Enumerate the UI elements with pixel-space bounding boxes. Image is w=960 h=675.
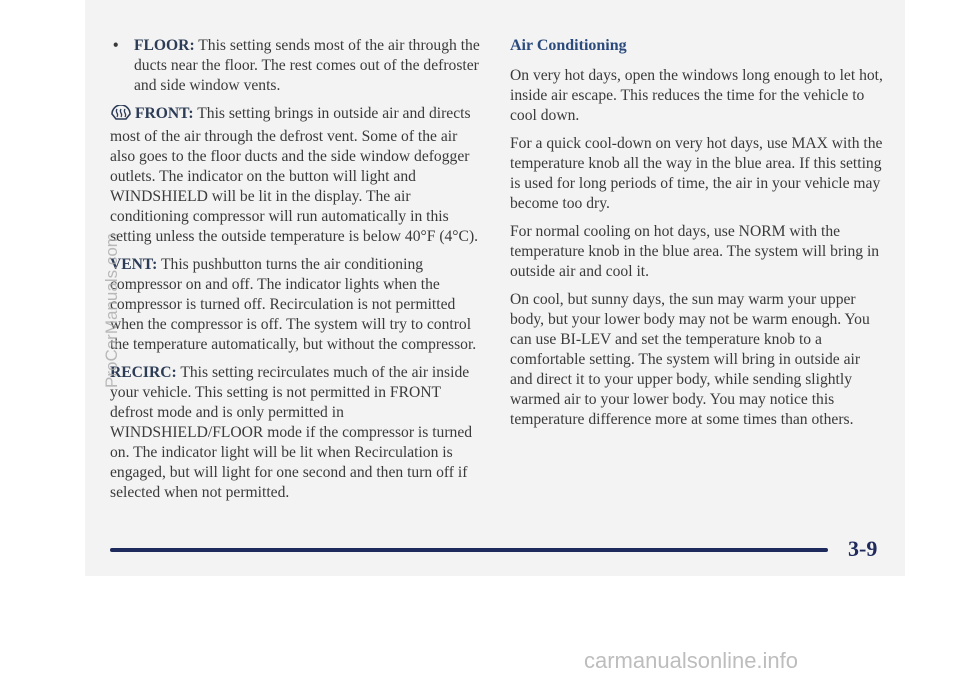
horizontal-watermark: carmanualsonline.info [584, 648, 799, 673]
page-number: 3-9 [848, 536, 878, 561]
recirc-term: RECIRC: [110, 364, 177, 381]
footer-rule [110, 548, 828, 552]
recirc-text: This setting recirculates much of the air inside your vehicle. This setting is not permitted in FRONT defrost mode and is only permitted in WINDSHIELD/FLOOR mode if the compressor is turned on. The indicator light will be lit when Recirculation is engaged, but will light for one second and then turn off if selected when not permitted. [110, 364, 473, 501]
floor-item [110, 36, 485, 96]
right-column [510, 36, 885, 438]
ac-paragraph-4: On cool, but sunny days, the sun may warm your upper body, but your lower body may not be warm enough. You can use BI-LEV and set the temperature knob to a comfortable setting. The system will bring in outside air and direct it to your upper body, while sending slightly warmed air to your lower body. You may notice this temperature difference more at some times than others. [510, 291, 870, 428]
defrost-icon [110, 105, 132, 127]
left-column [110, 36, 485, 511]
front-paragraph [110, 104, 485, 247]
recirc-paragraph [110, 363, 485, 503]
ac-paragraph-3: For normal cooling on hot days, use NORM with the temperature knob in the blue area. The system will bring in outside air and cool it. [510, 223, 880, 280]
ac-paragraph-1: On very hot days, open the windows long enough to let hot, inside air escape. This reduces the time for the vehicle to cool down. [510, 67, 883, 124]
vent-term: VENT: [110, 256, 158, 273]
vent-paragraph [110, 255, 485, 355]
front-term: FRONT: [135, 105, 194, 122]
floor-term: FLOOR: [134, 37, 195, 54]
floor-text: This setting sends most of the air through the ducts near the floor. The rest comes out of the defroster and side window vents. [134, 37, 480, 94]
section-heading: Air Conditioning [510, 37, 627, 54]
vent-text: This pushbutton turns the air conditioning compressor on and off. The indicator lights when the compressor is turned off. Recirculation is not permitted when the compressor is off. The system will try to control the temperature automatically, but without the compressor. [110, 256, 477, 353]
ac-paragraph-2: For a quick cool-down on very hot days, use MAX with the temperature knob all the way in the blue area. If this setting is used for long periods of time, the air in your vehicle may become too dry. [510, 135, 883, 212]
bullet: • [113, 37, 119, 54]
vertical-watermark-text: ProCarManuals.com [102, 233, 121, 388]
front-text: This setting brings in outside air and directs most of the air through the defrost vent. Some of the air also goes to the floor ducts and the side window defogger outlets. The indicator on the button will light and WINDSHIELD will be lit in the display. The air conditioning compressor will run automatically in this setting unless the outside temperature is below 40°F (4°C). [110, 105, 479, 245]
